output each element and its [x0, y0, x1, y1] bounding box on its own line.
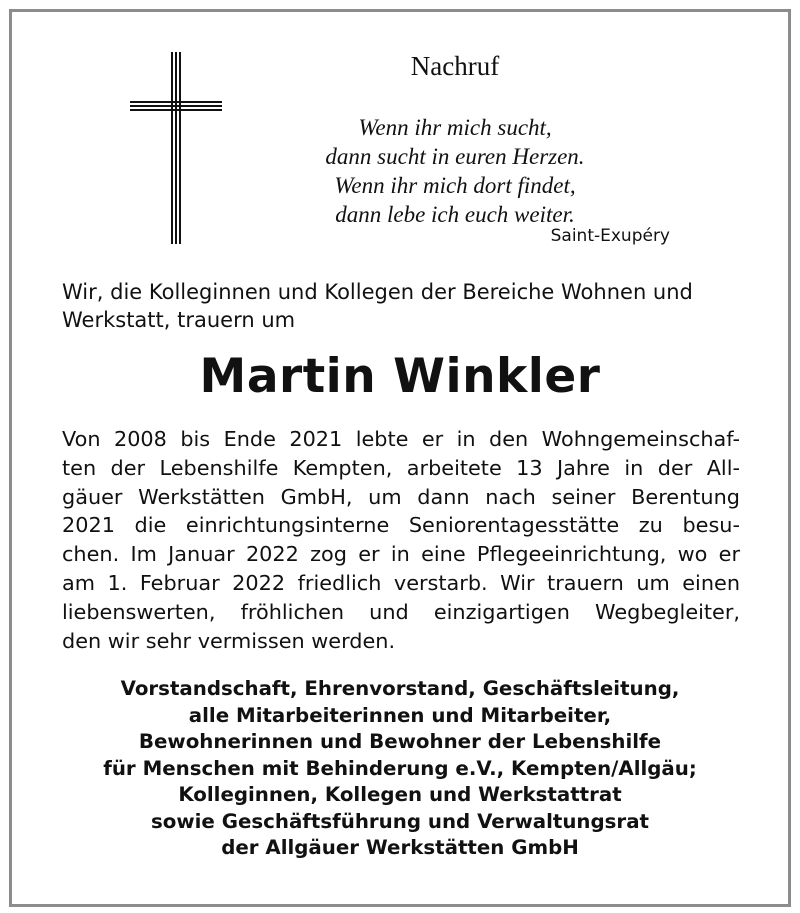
- biography-line: den wir sehr vermissen werden.: [62, 628, 396, 653]
- quote-line: dann sucht in euren Herzen.: [325, 144, 585, 169]
- intro-line: Wir, die Kolleginnen und Kollegen der Bereiche Wohnen und: [62, 280, 693, 304]
- signatories: [0, 676, 800, 862]
- signatory-line: der Allgäuer Werkstätten GmbH: [221, 836, 579, 859]
- quote-poem: [270, 113, 640, 229]
- biography-line: chen. Im Januar 2022 zog er in eine Pflegeeinrichtung, wo er: [62, 542, 740, 567]
- deceased-name: Martin Winkler: [199, 349, 601, 404]
- signatory-line: für Menschen mit Behinderung e.V., Kempten/Allgäu;: [103, 756, 697, 780]
- biography-line: 2021 die einrichtungsinterne Seniorentagesstätte zu besu-: [62, 513, 740, 538]
- signatory-line: alle Mitarbeiterinnen und Mitarbeiter,: [188, 703, 612, 727]
- signatory-line: sowie Geschäftsführung und Verwaltungsrat: [150, 809, 649, 833]
- biography-line: Von 2008 bis Ende 2021 lebte er in den Wohngemeinschaf-: [62, 427, 740, 451]
- biography-line: gäuer Werkstätten GmbH, um dann nach seiner Berentung: [62, 484, 740, 509]
- quote-line: dann lebe ich euch weiter.: [335, 202, 575, 227]
- intro-text: [62, 278, 738, 334]
- biography-line: am 1. Februar 2022 friedlich verstarb. Wir trauern um einen: [62, 570, 740, 595]
- quote-line: Wenn ihr mich dort findet,: [334, 173, 576, 198]
- intro-line: Werkstatt, trauern um: [62, 308, 296, 332]
- biography-paragraph: [62, 425, 740, 655]
- cross-icon: [130, 52, 222, 244]
- biography-line: liebenswerten, fröhlichen und einzigartigen Wegbegleiter,: [62, 599, 740, 624]
- signatory-line: Bewohnerinnen und Bewohner der Lebenshilfe: [138, 730, 662, 753]
- signatory-line: Vorstandschaft, Ehrenvorstand, Geschäftsleitung,: [120, 677, 680, 700]
- quote-author: Saint-Exupéry: [550, 226, 670, 246]
- biography-line: ten der Lebenshilfe Kempten, arbeitete 13 Jahre in der All-: [62, 455, 740, 480]
- signatory-line: Kolleginnen, Kollegen und Werkstattrat: [178, 783, 622, 806]
- quote-line: Wenn ihr mich sucht,: [358, 115, 552, 140]
- notice-heading: Nachruf: [410, 51, 500, 81]
